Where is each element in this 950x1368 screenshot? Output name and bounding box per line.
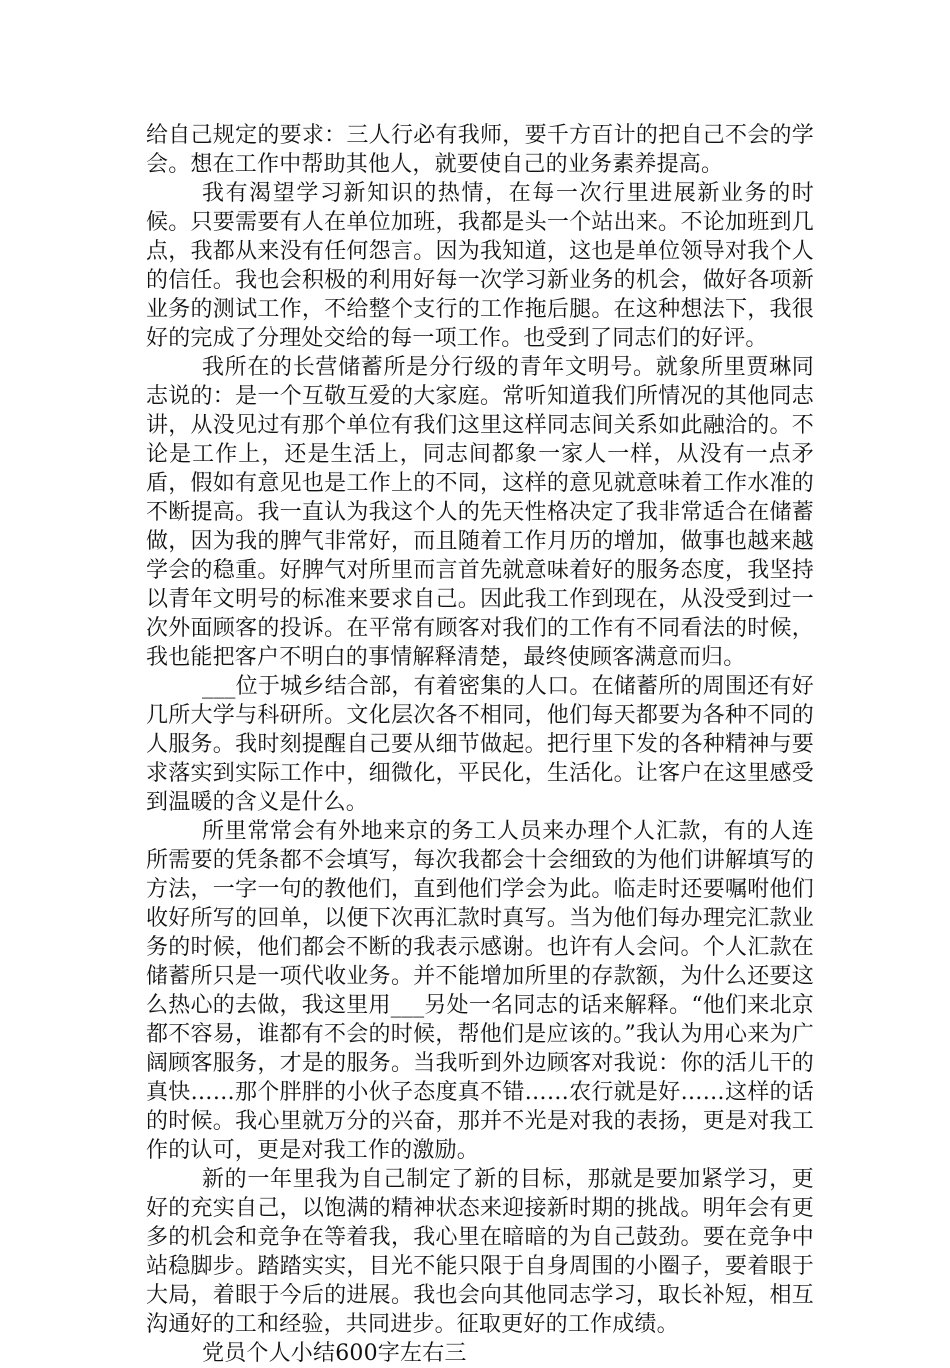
paragraph-1: 给自己规定的要求：三人行必有我师，要千方百计的把自己不会的学会。想在工作中帮助其他人，就要使自己的业务素养提高。 xyxy=(146,123,814,177)
document-body xyxy=(146,121,814,1368)
paragraph-3: 我所在的长营储蓄所是分行级的青年文明号。就象所里贾琳同志说的：是一个互敬互爱的大家庭。常听知道我们所情况的其他同志讲，从没见过有那个单位有我们这里这样同志间关系如此融洽的。不论是工作上，还是生活上，同志间都象一家人一样，从没有一点矛盾，假如有意见也是工作上的不同，这样的意见就意味着工作水准的不断提高。我一直认为我这个人的先天性格决定了我非常适合在储蓄做，因为我的脾气非常好，而且随着工作月历的增加，做事也越来越学会的稳重。好脾气对所里而言首先就意味着好的服务态度，我坚持以青年文明号的标准来要求自己。因此我工作到现在，从没受到过一次外面顾客的投诉。在平常有顾客对我们的工作有不同看法的时候，我也能把客户不明白的事情解释清楚，最终使顾客满意而归。 xyxy=(146,355,814,670)
section-heading: 党员个人小结600字左右三 xyxy=(202,1341,467,1366)
paragraph-2: 我有渴望学习新知识的热情，在每一次行里进展新业务的时候。只要需要有人在单位加班，我都是头一个站出来。不论加班到几点，我都从来没有任何怨言。因为我知道，这也是单位领导对我个人的信任。我也会积极的利用好每一次学习新业务的机会，做好各项新业务的测试工作，不给整个支行的工作拖后腿。在这种想法下，我很好的完成了分理处交给的每一项工作。也受到了同志们的好评。 xyxy=(146,181,814,351)
paragraph-4: ___位于城乡结合部，有着密集的人口。在储蓄所的周围还有好几所大学与科研所。文化层次各不相同，他们每天都要为各种不同的人服务。我时刻提醒自己要从细节做起。把行里下发的各种精神与要求落实到实际工作中，细微化，平民化，生活化。让客户在这里感受到温暖的含义是什么。 xyxy=(146,674,814,815)
paragraph-6: 新的一年里我为自己制定了新的目标，那就是要加紧学习，更好的充实自己，以饱满的精神状态来迎接新时期的挑战。明年会有更多的机会和竞争在等着我，我心里在暗暗的为自己鼓劲。要在竞争中站稳脚步。踏踏实实，目光不能只限于自身周围的小圈子，要着眼于大局，着眼于今后的进展。我也会向其他同志学习，取长补短，相互沟通好的工和经验，共同进步。征取更好的工作成绩。 xyxy=(146,1167,814,1337)
paragraph-5: 所里常常会有外地来京的务工人员来办理个人汇款，有的人连所需要的凭条都不会填写，每次我都会十会细致的为他们讲解填写的方法，一字一句的教他们，直到他们学会为此。临走时还要嘱咐他们收好所写的回单，以便下次再汇款时真写。当为他们每办理完汇款业务的时候，他们都会不断的我表示感谢。也许有人会问。个人汇款在储蓄所只是一项代收业务。并不能增加所里的存款额，为什么还要这么热心的去做，我这里用___另处一名同志的话来解释。“他们来北京都不容易，谁都有不会的时候，帮他们是应该的。”我认为用心来为广阔顾客服务，才是的服务。当我听到外边顾客对我说：你的活儿干的真快……那个胖胖的小伙子态度真不错……农行就是好……这样的话的时候。我心里就万分的兴奋，那并不光是对我的表扬，更是对我工作的认可，更是对我工作的激励。 xyxy=(146,819,814,1163)
